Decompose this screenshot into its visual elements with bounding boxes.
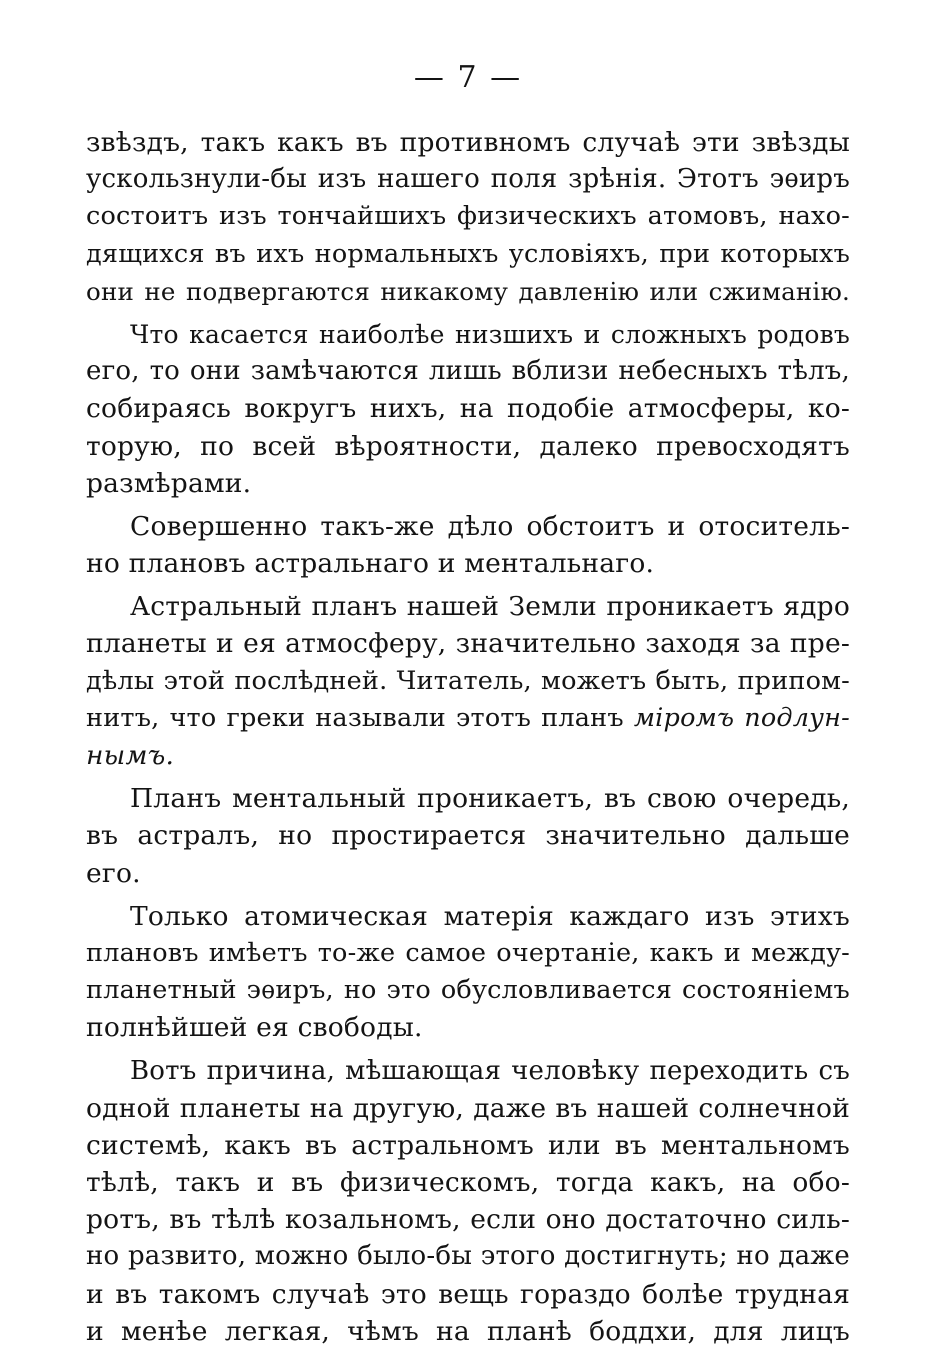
text-line: полнѣйшей ея свободы. — [86, 1009, 850, 1046]
italic-term-continuation: нымъ. — [86, 737, 850, 774]
text-line: въ астралъ, но простирается значительно дальше — [86, 817, 850, 854]
text-line: размѣрами. — [86, 465, 850, 502]
text-line: и въ такомъ случаѣ это вещь гораздо болѣе трудная — [86, 1276, 850, 1313]
paragraph-4 — [86, 588, 850, 774]
text-line: ротъ, въ тѣлѣ козальномъ, если оно достаточно силь- — [86, 1201, 850, 1238]
page-number: — 7 — — [0, 60, 936, 95]
text-line: Совершенно такъ-же дѣло обстоитъ и отоситель- — [86, 508, 850, 545]
text-line: торую, по всей вѣроятности, далеко превосходятъ — [86, 428, 850, 465]
paragraph-2 — [86, 316, 850, 502]
text-line: они не подвергаются никакому давленію или сжиманію. — [86, 273, 850, 310]
text-line: системѣ, какъ въ астральномъ или въ ментальномъ — [86, 1127, 850, 1164]
text-line: состоитъ изъ тончайшихъ физическихъ атомовъ, нахо- — [86, 198, 850, 235]
paragraph-7 — [86, 1053, 850, 1350]
text-line: Вотъ причина, мѣшающая человѣку переходить съ — [86, 1053, 850, 1090]
text-line: звѣздъ, такъ какъ въ противномъ случаѣ эти звѣзды — [86, 124, 850, 161]
text-body — [86, 124, 850, 1350]
text-line: тѣлѣ, такъ и въ физическомъ, тогда какъ, на обо- — [86, 1164, 850, 1201]
paragraph-1 — [86, 124, 850, 310]
paragraph-3 — [86, 508, 850, 582]
text-line: одной планеты на другую, даже въ нашей солнечной — [86, 1090, 850, 1127]
text-line: планеты и ея атмосферу, значительно заходя за пре- — [86, 625, 850, 662]
text-line: ускользнули-бы изъ нашего поля зрѣнія. Этотъ эѳиръ — [86, 161, 850, 198]
text-line: но развито, можно было-бы этого достигнуть; но даже — [86, 1238, 850, 1275]
text-line: Только атомическая матерія каждаго изъ этихъ — [86, 898, 850, 935]
text-line: и менѣе легкая, чѣмъ на планѣ боддхи, для лицъ — [86, 1313, 850, 1350]
text-line: Астральный планъ нашей Земли проникаетъ ядро — [86, 588, 850, 625]
text-line: но плановъ астральнаго и ментальнаго. — [86, 545, 850, 582]
text-line: его, то они замѣчаются лишь вблизи небесныхъ тѣлъ, — [86, 353, 850, 390]
paragraph-5 — [86, 780, 850, 892]
text-line: собираясь вокругъ нихъ, на подобіе атмосферы, ко- — [86, 390, 850, 427]
text-line: дящихся въ ихъ нормальныхъ условіяхъ, при которыхъ — [86, 236, 850, 273]
text-line: дѣлы этой послѣдней. Читатель, можетъ быть, припом- — [86, 663, 850, 700]
text-line: планетный эѳиръ, но это обусловливается состояніемъ — [86, 972, 850, 1009]
text-line: Что касается наиболѣе низшихъ и сложныхъ родовъ — [86, 316, 850, 353]
italic-term: міромъ подлун- — [634, 703, 850, 733]
text-line: его. — [86, 855, 850, 892]
text-line-fragment: нитъ, что греки называли этотъ планъ — [86, 703, 624, 733]
text-line: Планъ ментальный проникаетъ, въ свою очередь, — [86, 780, 850, 817]
paragraph-6 — [86, 898, 850, 1047]
text-line: плановъ имѣетъ то-же самое очертаніе, какъ и между- — [86, 935, 850, 972]
text-line-with-italic — [86, 700, 850, 737]
